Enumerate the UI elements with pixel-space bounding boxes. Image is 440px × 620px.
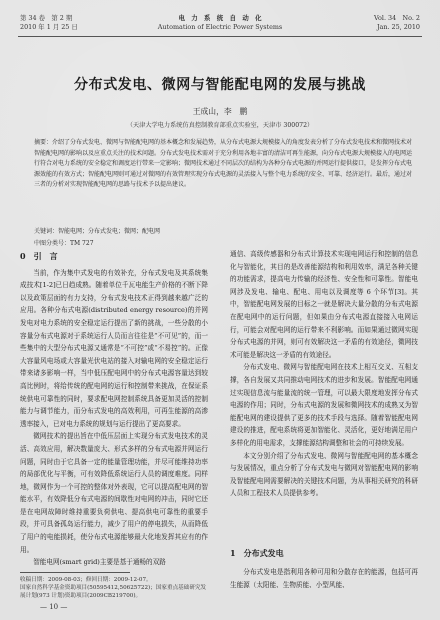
- footnote: [20, 576, 208, 600]
- intro-heading: 0 引 言: [20, 251, 58, 261]
- header-date: 2010 年 1 月 25 日: [20, 23, 78, 31]
- intro-paragraph: 智能电网(smart grid)主要是基于通畅的双路: [33, 558, 166, 567]
- section-1-body: [230, 566, 418, 591]
- header-volume-issue-en: Vol. 34 No. 2: [374, 14, 420, 22]
- left-column: [20, 248, 208, 569]
- intro-paragraph: 通信、高级传感器和分布式计算技术实现电网运行和控制的信息化与智能化，其目的是改善能源结构和利用效率，满足各种关键的功能需求，提高电力传输的经济性、安全性和可靠性。智能电网涉及发电、输电、配电、用电以及调度等 6 个环节[3]。其中，智能配电网发展的目标之一就是解决大量分散的分布式电源在配电网中的运行问题，但如果由分布式电源直接接入电网运行，可能会对配电网的运行带来不利影响。而如果通过微网实现分布式电源的并网，则可有效解决这一矛盾的有效途径，微网技术可能是解决这一矛盾的有效途径。: [230, 250, 418, 359]
- footnote-rule: [20, 572, 130, 573]
- header-date-en: Jan. 25, 2010: [376, 23, 420, 31]
- footnote-received: 收稿日期：2009-08-03；修回日期：2009-12-07。: [20, 577, 152, 583]
- paper-authors: 王成山，李 鹏: [192, 107, 248, 116]
- paper-keywords: 关键词：智能电网；分布式发电；微网；配电网: [34, 228, 161, 235]
- paper-affiliation: （天津大学电力系统仿真控制教育部重点实验室，天津市 300072）: [126, 122, 314, 129]
- intro-paragraph: 当前，作为集中式发电的有效补充，分布式发电及其系统集成技术[1-2]已日趋成熟。随着单位千瓦电能生产价格的不断下降以及政策层面的有力支持，分布式发电技术正得到越来越广泛的应用。各种分布式电源(distributed energy resource)的并网发电对电力系统的安全稳定运行提出了新的挑战，一些分散的小容量分布式电源对于系统运行人员而言往往是“不可见”的，而一些集中的大型分布式电源又通常是“不可控”或“不易控”的。正像大容量风电场或大容量光伏电站的接入对输电网的安全稳定运行带来诸多影响一样，当中低压配电网中的分布式电源容量达到较高比例时，将给传统的配电网的运行和控制带来挑战，在保证系统供电可靠性的同时，要求配电网控制系统具备更加灵活的控制能力与调节能力，而分布式发电的高效利用，可再生能源的高渗透率接入，已对电力系统的规划与运行提出了更高要求。: [20, 268, 208, 428]
- section-1-paragraph: 分布式发电是指利用各种可用和分散存在的能源，包括可再生能源（太阳能、生物质能、小型风能、: [230, 568, 418, 589]
- intro-paragraph: 分布式发电、微网与智能配电网在技术上相互交叉、互相支撑，各自发展又共同推动电网技术的进步和发展。智能配电网通过实现信息流与能量流的统一管理，可以最大限度地发挥分布式电源的作用；同时，分布式电源的发展和微网技术的成熟又为智能配电网的建设提供了更多的技术手段与选择。随着智能配电网建设的推进，配电系统将更加智能化、灵活化，更好地满足用户多样化的用电需求，支撑能源结构调整和社会的可持续发展。: [230, 363, 418, 447]
- header-journal-name-cn: 电 力 系 统 自 动 化: [178, 14, 262, 22]
- paper-classification: 中图分类号：TM 727: [34, 240, 94, 247]
- paper-title: 分布式发电、微网与智能配电网的发展与挑战: [74, 77, 366, 93]
- page-number: — 10 —: [40, 603, 68, 611]
- header-journal-name-en: Automation of Electric Power Systems: [157, 23, 283, 31]
- header-issue-info-en: [374, 14, 420, 32]
- intro-paragraph: 微网技术的提出旨在中低压层面上实现分布式发电技术的灵活、高效应用，解决数量庞大、形式多样的分布式电源并网运行问题，同时由于它具备一定的能量管理功能，并尽可能维持功率的局部优化与平衡，可有效降低系统运行人员的调度难度。同样地，微网作为一个可控的整体对外表现，它可以提高配电网的智能水平，有效降低分布式电源的间歇性对电网的冲击，同时它还是在电网故障时维持重要负荷供电、提高供电可靠性的重要手段，并可具备孤岛运行能力，减少了用户的停电损失，从而降低了用户的电能损耗，使分布式电源能够最大化地发挥其应有的作用。: [20, 432, 208, 554]
- footnote-funding: 国家自然科学基金资助项目(50595412,50625722)；国家重点基础研究发展计划(973 计划)资助项目(2009CB219700)。: [20, 585, 207, 599]
- right-column: [230, 248, 418, 500]
- header-volume-issue: 第 34 卷 第 2 期: [20, 14, 73, 22]
- header-rule: [18, 36, 422, 37]
- section-1-heading: 1 分布式发电: [230, 548, 284, 558]
- intro-paragraph: 本文分别介绍了分布式发电、微网与智能配电网的基本概念与发展情况，重点分析了分布式发电与微网对智能配电网的影响及智能配电网需要解决的关键技术问题，为从事相关研究的科研人员和工程技术人员提供参考。: [230, 451, 418, 498]
- paper-abstract: 摘要：介绍了分布式发电、微网与智能配电网的基本概念和发展趋势，从分布式电源大规模接入的角度发表分析了分布式发电技术和微网技术对智能配电网的影响以及应重点关注的技术问题。分布式发电技术需对于充分利用各地丰富的清洁可再生能源，向分布式电源大规模接入的电网运行符合对电力系统的安全稳定和调度运行带来一定影响；微网技术通过不同层次的结构为各种分布式电源的并网运行提供接口，是发挥分布式电源效能的有效方式；智能配电网则可通过对微网的有效管理实现分布式电源的灵活接入与整个电力系统的安全、可靠、经济运行。最后，通过对三者的分析对实现智能配电网的思路与技术予以提出建议。: [34, 139, 413, 189]
